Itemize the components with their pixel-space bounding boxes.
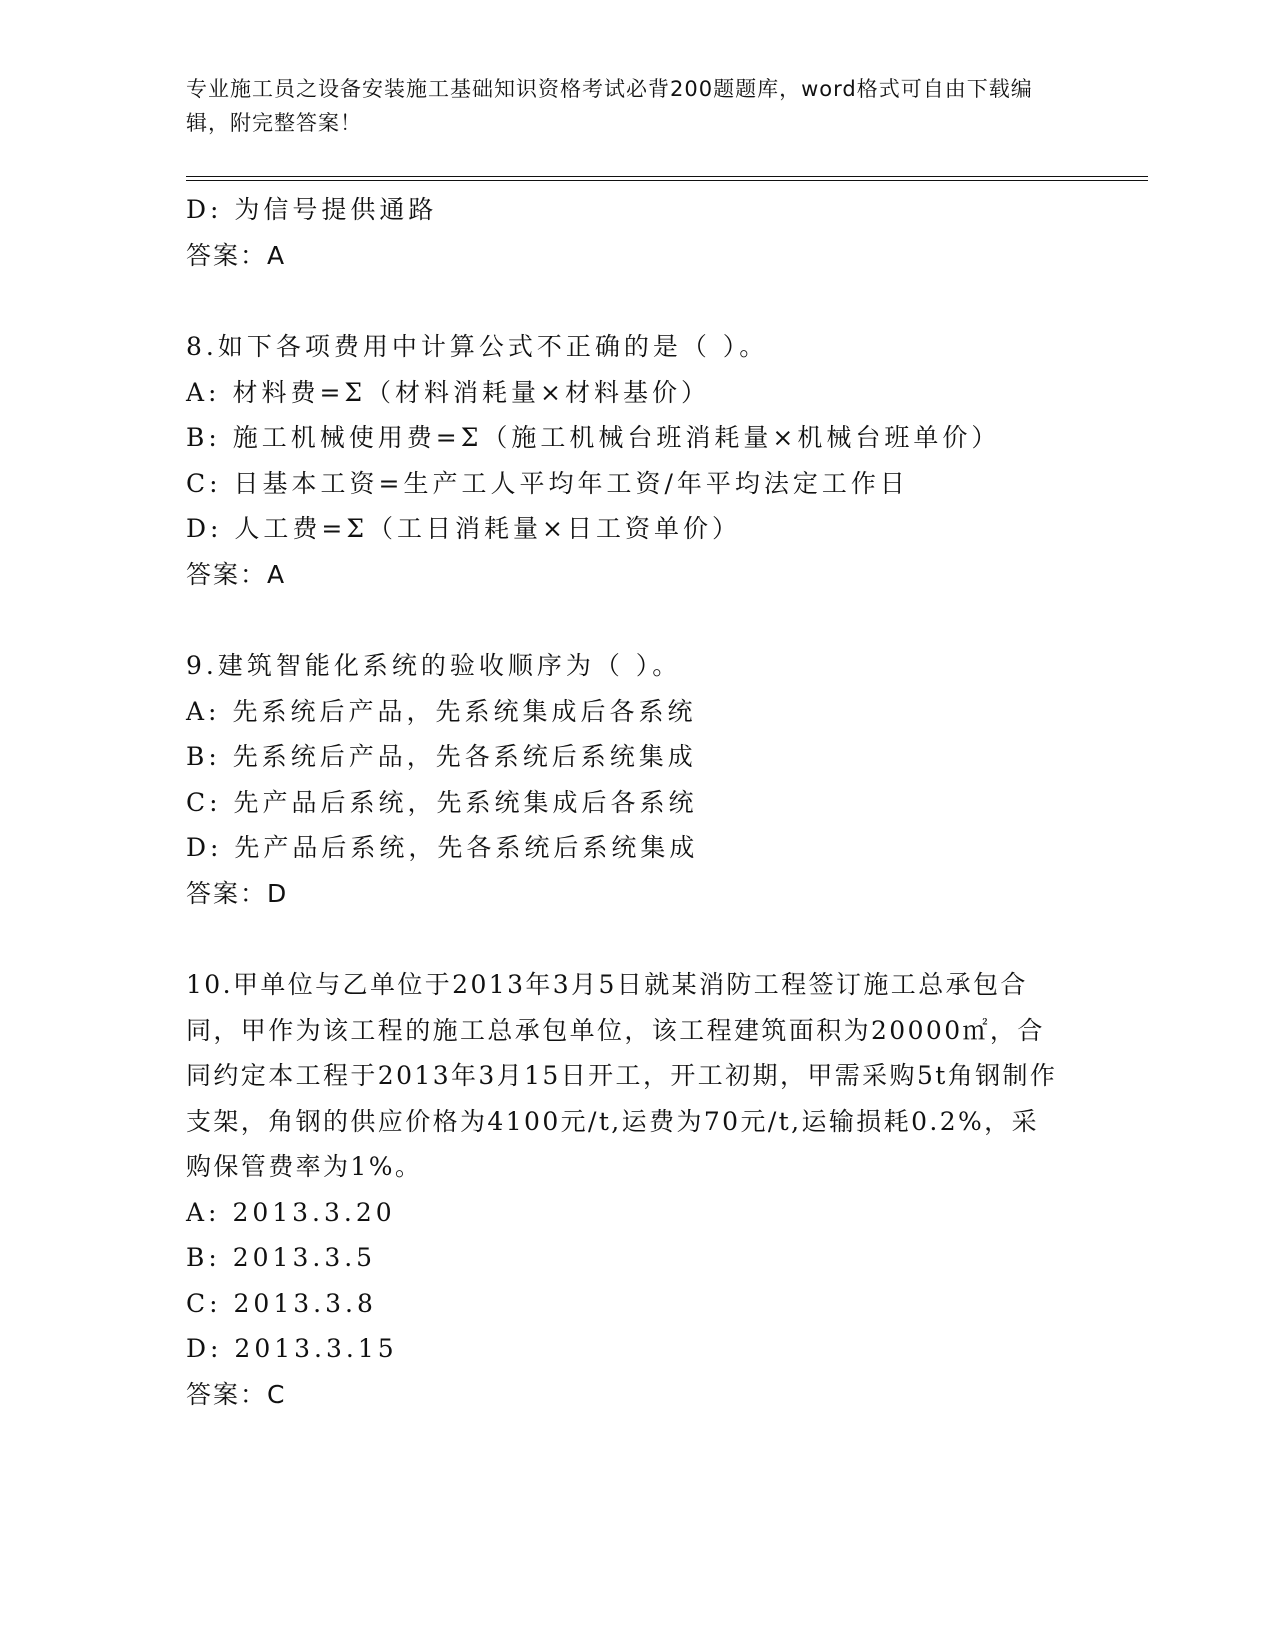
answer-prev: 答案：A — [186, 240, 287, 270]
option-d: D: 人工费=Σ（工日消耗量×日工资单价） — [186, 514, 741, 543]
option-d: D: 2013.3.15 — [186, 1334, 398, 1363]
option-d: D: 先产品后系统，先各系统后系统集成 — [186, 833, 699, 862]
option-c: C: 2013.3.8 — [186, 1288, 377, 1318]
document-header: 专业施工员之设备安装施工基础知识资格考试必背200题题库，word格式可自由下载编辑，附完整答案！ — [186, 77, 1033, 135]
question-stem: 10.甲单位与乙单位于2013年3月5日就某消防工程签订施工总承包合同，甲作为该工程的施工总承包单位，该工程建筑面积为20000㎡，合同约定本工程于2013年3月15日开工，开工初期，甲需采购5t角钢制作支架，角钢的供应价格为4100元/t,运费为70元/t,运输损耗0.2%，采购保管费率为1%。 — [186, 970, 1058, 1181]
header-double-rule — [186, 176, 1148, 181]
option-a: A: 先系统后产品，先系统集成后各系统 — [186, 696, 697, 726]
answer: 答案：A — [186, 559, 287, 589]
option-d-prev: D: 为信号提供通路 — [186, 195, 438, 224]
question-stem: 9.建筑智能化系统的验收顺序为（ ）。 — [186, 651, 682, 680]
question-10 — [186, 962, 1086, 1417]
question-9 — [186, 643, 1086, 916]
answer: 答案：C — [186, 1379, 287, 1409]
question-8 — [186, 324, 1086, 597]
option-c: C: 日基本工资=生产工人平均年工资/年平均法定工作日 — [186, 468, 909, 498]
question-stem: 8.如下各项费用中计算公式不正确的是（ ）。 — [186, 332, 769, 361]
option-b: B: 2013.3.5 — [186, 1243, 377, 1272]
option-a: A: 2013.3.20 — [186, 1197, 396, 1227]
option-a: A: 材料费=Σ（材料消耗量×材料基价） — [186, 377, 711, 407]
option-b: B: 施工机械使用费=Σ（施工机械台班消耗量×机械台班单价） — [186, 423, 1001, 452]
option-c: C: 先产品后系统，先系统集成后各系统 — [186, 787, 698, 817]
answer: 答案：D — [186, 878, 289, 908]
question-content — [186, 187, 1086, 1417]
option-b: B: 先系统后产品，先各系统后系统集成 — [186, 742, 697, 771]
